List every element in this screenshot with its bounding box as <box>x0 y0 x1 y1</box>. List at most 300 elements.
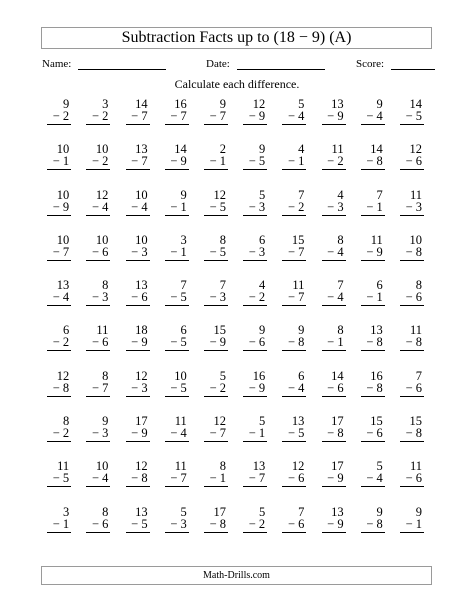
date-line <box>237 59 325 70</box>
subtrahend: − 5 <box>170 335 187 350</box>
answer-line <box>361 350 385 351</box>
subtraction-problem <box>275 370 314 415</box>
subtrahend: − 1 <box>366 199 383 214</box>
minuend: 7 <box>298 187 305 202</box>
subtraction-problem <box>314 98 353 143</box>
minuend: 16 <box>370 368 383 383</box>
answer-line <box>243 486 267 487</box>
minuend: 5 <box>298 97 305 111</box>
subtrahend: − 6 <box>248 335 266 350</box>
subtraction-problem <box>236 98 275 143</box>
answer-line <box>400 260 424 261</box>
answer-line <box>86 305 110 306</box>
answer-line <box>282 441 306 442</box>
subtrahend: − 4 <box>327 290 344 305</box>
subtrahend: − 9 <box>131 335 148 350</box>
minuend: 3 <box>102 97 109 111</box>
answer-line <box>165 441 189 442</box>
minuend: 14 <box>135 97 148 111</box>
subtraction-problem <box>275 279 314 324</box>
minuend: 13 <box>370 323 383 338</box>
answer-line <box>282 260 306 261</box>
subtrahend: − 6 <box>131 290 148 305</box>
subtrahend: − 9 <box>327 516 344 531</box>
minuend: 11 <box>96 323 109 338</box>
subtrahend: − 6 <box>287 516 305 531</box>
answer-line <box>204 486 228 487</box>
minuend: 2 <box>219 142 226 157</box>
subtrahend: − 3 <box>91 290 109 305</box>
answer-line <box>126 486 150 487</box>
subtraction-problem <box>79 189 118 234</box>
minuend: 8 <box>62 414 70 429</box>
answer-line <box>282 169 306 170</box>
answer-line <box>400 396 424 397</box>
minuend: 12 <box>409 142 422 157</box>
answer-line <box>361 124 385 125</box>
minuend: 9 <box>102 414 109 429</box>
subtrahend: − 4 <box>287 380 305 395</box>
answer-line <box>165 305 189 306</box>
minuend: 8 <box>102 278 109 293</box>
minuend: 10 <box>56 187 70 202</box>
subtrahend: − 8 <box>366 516 383 531</box>
minuend: 9 <box>180 187 187 202</box>
date-field <box>206 58 325 70</box>
subtrahend: − 1 <box>209 154 226 169</box>
minuend: 13 <box>331 97 344 111</box>
subtrahend: − 3 <box>209 290 226 305</box>
subtraction-problem <box>118 189 157 234</box>
minuend: 6 <box>180 323 187 338</box>
minuend: 10 <box>135 232 148 247</box>
minuend: 12 <box>213 414 226 429</box>
subtraction-problem <box>118 98 157 143</box>
subtraction-problem <box>275 143 314 188</box>
subtrahend: − 8 <box>131 471 148 486</box>
answer-line <box>361 486 385 487</box>
minuend: 7 <box>180 278 187 293</box>
answer-line <box>361 215 385 216</box>
minuend: 15 <box>291 232 305 247</box>
answer-line <box>243 305 267 306</box>
answer-line <box>282 532 306 533</box>
minuend: 9 <box>219 97 226 111</box>
subtraction-problem <box>118 506 157 551</box>
answer-line <box>361 169 385 170</box>
minuend: 9 <box>376 97 383 111</box>
subtrahend: − 9 <box>131 426 148 441</box>
subtraction-problem <box>79 370 118 415</box>
minuend: 11 <box>292 278 305 293</box>
worksheet-title-box <box>41 27 432 49</box>
subtrahend: − 5 <box>170 380 187 395</box>
minuend: 11 <box>174 459 187 474</box>
answer-line <box>86 124 110 125</box>
subtraction-problem <box>236 279 275 324</box>
minuend: 12 <box>135 368 148 383</box>
subtraction-problem <box>158 143 197 188</box>
answer-line <box>47 441 71 442</box>
subtraction-problem <box>393 279 432 324</box>
subtraction-problem <box>118 415 157 460</box>
subtraction-problem <box>314 234 353 279</box>
answer-line <box>86 169 110 170</box>
subtrahend: − 3 <box>170 516 187 531</box>
subtrahend: − 8 <box>209 516 226 531</box>
answer-line <box>165 486 189 487</box>
minuend: 4 <box>258 278 266 293</box>
minuend: 12 <box>95 187 109 202</box>
minuend: 15 <box>409 414 422 429</box>
subtrahend: − 1 <box>287 154 305 169</box>
answer-line <box>204 396 228 397</box>
subtrahend: − 1 <box>209 471 226 486</box>
subtraction-problem <box>40 189 79 234</box>
subtraction-problem <box>40 279 79 324</box>
subtraction-problem <box>197 506 236 551</box>
minuend: 11 <box>409 323 422 338</box>
minuend: 8 <box>219 232 226 247</box>
subtraction-problem <box>158 460 197 505</box>
answer-line <box>243 169 267 170</box>
subtrahend: − 4 <box>91 199 109 214</box>
subtraction-problem <box>393 370 432 415</box>
subtrahend: − 5 <box>209 244 226 259</box>
answer-line <box>204 215 228 216</box>
minuend: 8 <box>219 459 226 474</box>
minuend: 13 <box>135 504 148 519</box>
subtraction-problem <box>393 98 432 143</box>
subtraction-problem <box>40 98 79 143</box>
answer-line <box>322 532 346 533</box>
answer-line <box>361 441 385 442</box>
answer-line <box>400 350 424 351</box>
answer-line <box>361 305 385 306</box>
subtrahend: − 6 <box>405 154 422 169</box>
minuend: 10 <box>135 187 148 202</box>
subtrahend: − 2 <box>327 154 344 169</box>
subtrahend: − 3 <box>405 199 422 214</box>
subtrahend: − 4 <box>52 290 70 305</box>
subtrahend: − 8 <box>327 426 344 441</box>
subtraction-problem <box>118 370 157 415</box>
subtraction-problem <box>275 460 314 505</box>
subtraction-problem <box>354 189 393 234</box>
minuend: 8 <box>102 368 109 383</box>
answer-line <box>400 169 424 170</box>
answer-line <box>86 350 110 351</box>
subtrahend: − 6 <box>366 426 383 441</box>
subtrahend: − 4 <box>91 471 109 486</box>
minuend: 5 <box>376 459 383 474</box>
subtraction-problem <box>393 189 432 234</box>
answer-line <box>126 305 150 306</box>
subtraction-problem <box>314 370 353 415</box>
subtrahend: − 2 <box>287 199 305 214</box>
subtrahend: − 5 <box>405 109 422 123</box>
subtraction-problem <box>118 143 157 188</box>
subtrahend: − 4 <box>327 244 344 259</box>
subtraction-problem <box>354 234 393 279</box>
subtraction-problem <box>314 189 353 234</box>
answer-line <box>165 169 189 170</box>
subtrahend: − 1 <box>405 516 422 531</box>
answer-line <box>322 260 346 261</box>
subtrahend: − 4 <box>131 199 148 214</box>
answer-line <box>47 350 71 351</box>
score-label: Score: <box>356 58 385 70</box>
answer-line <box>322 169 346 170</box>
subtraction-problem <box>393 234 432 279</box>
minuend: 15 <box>213 323 226 338</box>
answer-line <box>86 486 110 487</box>
subtraction-problem <box>275 98 314 143</box>
subtrahend: − 8 <box>366 335 383 350</box>
date-label: Date: <box>206 58 230 70</box>
instructions: Calculate each difference. <box>174 77 300 91</box>
subtraction-problem <box>393 506 432 551</box>
minuend: 9 <box>415 504 422 519</box>
minuend: 5 <box>180 504 187 519</box>
subtraction-problem <box>79 324 118 369</box>
subtraction-problem <box>118 460 157 505</box>
subtrahend: − 5 <box>170 290 187 305</box>
subtrahend: − 2 <box>52 109 70 123</box>
answer-line <box>126 532 150 533</box>
minuend: 7 <box>298 504 305 519</box>
subtraction-problem <box>158 415 197 460</box>
answer-line <box>47 260 71 261</box>
minuend: 10 <box>409 232 422 247</box>
minuend: 5 <box>219 368 226 383</box>
minuend: 11 <box>57 459 70 474</box>
minuend: 10 <box>56 142 70 157</box>
subtrahend: − 3 <box>131 244 148 259</box>
subtrahend: − 3 <box>248 199 266 214</box>
answer-line <box>361 396 385 397</box>
answer-line <box>243 260 267 261</box>
subtrahend: − 7 <box>287 244 305 259</box>
minuend: 13 <box>291 414 305 429</box>
minuend: 15 <box>370 414 383 429</box>
subtraction-problem <box>354 415 393 460</box>
minuend: 10 <box>95 142 109 157</box>
subtraction-problem <box>236 324 275 369</box>
minuend: 6 <box>298 368 305 383</box>
minuend: 4 <box>337 187 344 202</box>
answer-line <box>400 124 424 125</box>
minuend: 9 <box>62 97 70 111</box>
minuend: 10 <box>174 368 187 383</box>
subtrahend: − 4 <box>366 109 383 123</box>
subtraction-problem <box>236 234 275 279</box>
subtrahend: − 6 <box>405 471 422 486</box>
subtraction-problem <box>197 98 236 143</box>
subtraction-problem <box>118 279 157 324</box>
subtraction-problem <box>40 324 79 369</box>
answer-line <box>47 486 71 487</box>
answer-line <box>204 169 228 170</box>
answer-line <box>282 305 306 306</box>
minuend: 11 <box>370 232 383 247</box>
subtraction-problem <box>236 189 275 234</box>
answer-line <box>86 260 110 261</box>
minuend: 17 <box>331 414 344 429</box>
subtraction-problem <box>40 370 79 415</box>
answer-line <box>165 396 189 397</box>
subtraction-problem <box>314 143 353 188</box>
answer-line <box>86 532 110 533</box>
subtraction-problem <box>79 279 118 324</box>
subtraction-problem <box>236 143 275 188</box>
answer-line <box>322 486 346 487</box>
subtrahend: − 1 <box>248 426 266 441</box>
answer-line <box>47 305 71 306</box>
answer-line <box>243 124 267 125</box>
subtrahend: − 9 <box>327 109 344 123</box>
answer-line <box>165 350 189 351</box>
minuend: 13 <box>135 142 148 157</box>
minuend: 12 <box>135 459 148 474</box>
subtraction-problem <box>354 279 393 324</box>
subtrahend: − 4 <box>287 109 305 123</box>
minuend: 13 <box>135 278 148 293</box>
subtraction-problem <box>197 324 236 369</box>
subtrahend: − 1 <box>52 516 70 531</box>
subtrahend: − 3 <box>248 244 266 259</box>
subtrahend: − 7 <box>209 426 226 441</box>
answer-line <box>243 441 267 442</box>
subtrahend: − 5 <box>52 471 70 486</box>
subtrahend: − 6 <box>91 244 109 259</box>
answer-line <box>165 532 189 533</box>
answer-line <box>126 350 150 351</box>
subtrahend: − 1 <box>170 244 187 259</box>
subtrahend: − 7 <box>170 471 187 486</box>
subtrahend: − 7 <box>91 380 109 395</box>
subtraction-problem <box>236 506 275 551</box>
minuend: 3 <box>180 232 187 247</box>
subtraction-problem <box>314 279 353 324</box>
subtrahend: − 8 <box>366 154 383 169</box>
subtrahend: − 2 <box>52 335 70 350</box>
answer-line <box>204 350 228 351</box>
answer-line <box>400 215 424 216</box>
subtrahend: − 2 <box>52 426 70 441</box>
minuend: 12 <box>252 97 266 111</box>
problem-grid <box>40 98 432 551</box>
subtrahend: − 9 <box>248 380 266 395</box>
minuend: 7 <box>337 278 344 293</box>
minuend: 7 <box>415 368 422 383</box>
subtraction-problem <box>275 415 314 460</box>
minuend: 9 <box>258 323 266 338</box>
subtrahend: − 9 <box>366 244 383 259</box>
subtrahend: − 3 <box>327 199 344 214</box>
subtrahend: − 7 <box>131 109 148 123</box>
answer-line <box>243 215 267 216</box>
answer-line <box>126 396 150 397</box>
subtrahend: − 5 <box>209 199 226 214</box>
answer-line <box>126 169 150 170</box>
subtraction-problem <box>197 370 236 415</box>
answer-line <box>165 215 189 216</box>
subtrahend: − 6 <box>405 380 422 395</box>
answer-line <box>86 441 110 442</box>
minuend: 10 <box>95 459 109 474</box>
answer-line <box>322 441 346 442</box>
subtraction-problem <box>118 324 157 369</box>
minuend: 11 <box>174 414 187 429</box>
answer-line <box>204 532 228 533</box>
subtraction-problem <box>314 415 353 460</box>
subtrahend: − 7 <box>131 154 148 169</box>
subtraction-problem <box>236 460 275 505</box>
answer-line <box>243 396 267 397</box>
subtraction-problem <box>158 234 197 279</box>
subtrahend: − 5 <box>248 154 266 169</box>
subtraction-problem <box>197 279 236 324</box>
subtraction-problem <box>393 415 432 460</box>
subtraction-problem <box>40 415 79 460</box>
answer-line <box>400 532 424 533</box>
worksheet-title: Subtraction Facts up to (18 − 9) (A) <box>121 29 352 46</box>
subtraction-problem <box>275 506 314 551</box>
subtrahend: − 3 <box>91 426 109 441</box>
subtrahend: − 7 <box>170 109 187 123</box>
subtrahend: − 2 <box>91 154 109 169</box>
minuend: 11 <box>331 142 344 157</box>
subtrahend: − 7 <box>209 109 226 123</box>
subtraction-problem <box>40 506 79 551</box>
subtrahend: − 9 <box>170 154 187 169</box>
subtrahend: − 7 <box>248 471 266 486</box>
minuend: 7 <box>219 278 226 293</box>
minuend: 12 <box>291 459 305 474</box>
subtrahend: − 8 <box>405 426 422 441</box>
subtraction-problem <box>158 370 197 415</box>
subtraction-problem <box>393 460 432 505</box>
subtraction-problem <box>354 460 393 505</box>
answer-line <box>47 124 71 125</box>
subtraction-problem <box>354 506 393 551</box>
answer-line <box>47 169 71 170</box>
subtrahend: − 4 <box>170 426 187 441</box>
subtraction-problem <box>275 189 314 234</box>
answer-line <box>282 215 306 216</box>
subtraction-problem <box>314 506 353 551</box>
minuend: 11 <box>409 459 422 474</box>
subtrahend: − 8 <box>366 380 383 395</box>
subtrahend: − 8 <box>405 335 422 350</box>
subtraction-problem <box>118 234 157 279</box>
subtraction-problem <box>79 415 118 460</box>
minuend: 17 <box>213 504 226 519</box>
minuend: 17 <box>331 459 344 474</box>
subtrahend: − 7 <box>52 244 70 259</box>
subtrahend: − 8 <box>52 380 70 395</box>
answer-line <box>86 396 110 397</box>
name-field <box>42 58 166 70</box>
minuend: 18 <box>135 323 148 338</box>
subtraction-problem <box>79 506 118 551</box>
subtraction-problem <box>158 98 197 143</box>
subtrahend: − 2 <box>209 380 226 395</box>
subtraction-problem <box>354 98 393 143</box>
answer-line <box>204 260 228 261</box>
subtraction-problem <box>197 143 236 188</box>
